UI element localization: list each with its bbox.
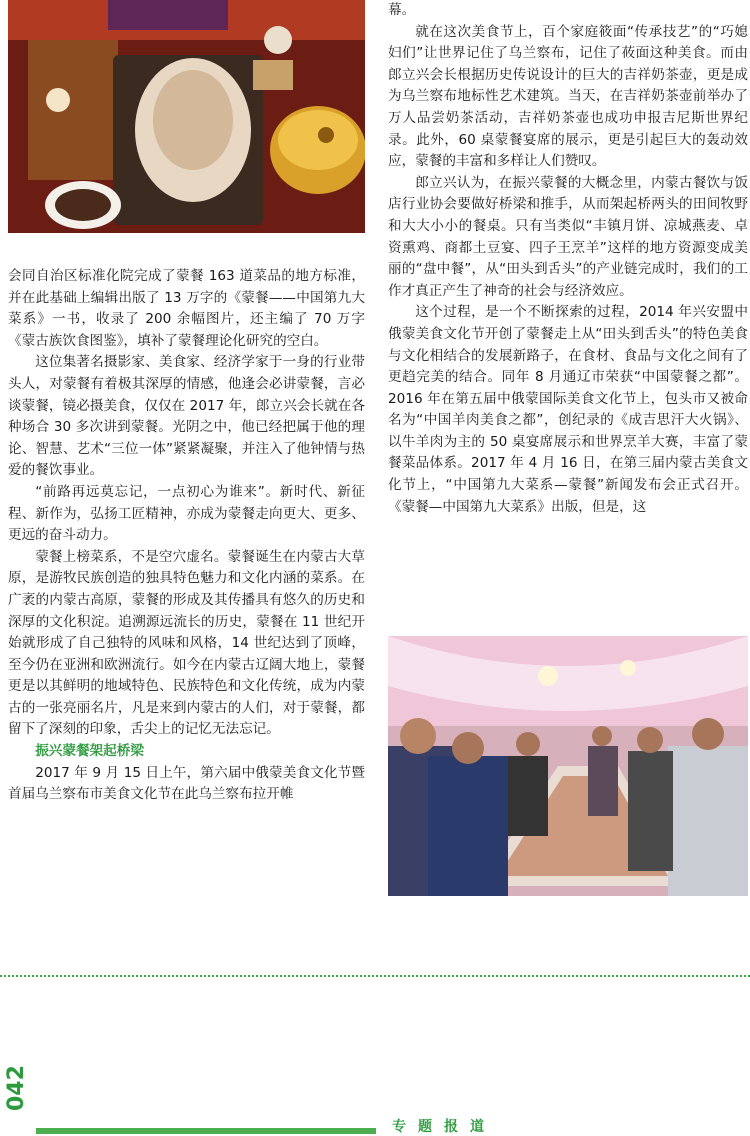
section-label: 专题报道	[392, 1119, 496, 1135]
paragraph: 蒙餐上榜菜系，不是空穴虚名。蒙餐诞生在内蒙古大草原，是游牧民族创造的独具特色魅力和文化内涵的菜系。在广袤的内蒙古高原，蒙餐的形成及其传播具有悠久的历史和深厚的文化积淀。追溯源远流长的历史，蒙餐在 11 世纪开始就形成了自己独特的风味和风格，14 世纪达到了顶峰，至今仍在亚洲和欧洲流行。如今在内蒙古辽阔大地上，蒙餐更是以其鲜明的地域特色、民族特色和文化传统，成为内蒙古的一张亮丽名片，凡是来到内蒙古的人们，对于蒙餐，都留下了深刻的印象，舌尖上的记忆无法忘记。	[8, 548, 365, 738]
paragraph-continuation: 幕。	[388, 2, 416, 18]
paragraph: 会同自治区标准化院完成了蒙餐 163 道菜品的地方标准，并在此基础上编辑出版了 13 万字的《蒙餐——中国第九大菜系》一书，收录了 200 余幅图片，还主编了 70 万字《蒙古族饮食图鉴》，填补了蒙餐理论化研究的空白。	[8, 268, 365, 349]
paragraph: 这位集著名摄影家、美食家、经济学家于一身的行业带头人，对蒙餐有着极其深厚的情感，他逢会必讲蒙餐，言必谈蒙餐，镜必摄美食，仅仅在 2017 年，郎立兴会长就在各种场合 30 多次讲到蒙餐。光阴之中，他已经把属于他的理论、智慧、艺术“三位一体”紧紧凝聚，并注入了他钟情与热爱的餐饮事业。	[8, 354, 365, 479]
left-text-column	[8, 266, 365, 806]
section-subheading: 振兴蒙餐架起桥梁	[35, 743, 144, 760]
footer-green-bar	[36, 1128, 376, 1134]
banquet-photo-illustration	[388, 636, 748, 896]
paragraph: 这个过程，是一个不断探索的过程，2014 年兴安盟中俄蒙美食文化节开创了蒙餐走上从“田头到舌头”的特色美食与文化相结合的发展新路子，在食材、食品与文化之间有了更趋完美的结合。同年 8 月通辽市荣获“中国蒙餐之都”。2016 年在第五届中俄蒙国际美食文化节上，包头市又被命名为“中国羊肉美食之都”，创纪录的《成吉思汗大火锅》、以牛羊肉为主的 50 桌宴席展示和世界烹羊大赛，丰富了蒙餐菜品体系。2017 年 4 月 16 日，在第三届内蒙古美食文化节上，“中国第九大菜系—蒙餐”新闻发布会正式召开。《蒙餐—中国第九大菜系》出版，但是，这	[388, 304, 748, 515]
feast-photo	[8, 0, 365, 233]
right-text-column	[388, 0, 748, 518]
paragraph: “前路再远莫忘记，一点初心为谁来”。新时代、新征程、新作为，弘扬工匠精神，亦成为蒙餐走向更大、更多、更远的奋斗动力。	[8, 483, 365, 544]
banquet-photo	[388, 636, 748, 896]
feast-photo-illustration	[8, 0, 365, 233]
paragraph: 就在这次美食节上，百个家庭筱面“传承技艺”的“巧媳妇们”让世界记住了乌兰察布，记住了莜面这种美食。而由郎立兴会长根据历史传说设计的巨大的吉祥奶茶壶，更是成为乌兰察布地标性艺术建筑。当天，在吉祥奶茶壶前举办了万人品尝奶茶活动，吉祥奶茶壶也成功申报吉尼斯世界纪录。此外，60 桌蒙餐宴席的展示，更是引起巨大的轰动效应，蒙餐的丰富和多样让人们赞叹。	[388, 23, 748, 170]
paragraph: 2017 年 9 月 15 日上午，第六届中俄蒙美食文化节暨首届乌兰察布市美食文化节在此乌兰察布拉开帷	[8, 764, 365, 803]
footer-divider	[0, 975, 750, 977]
page-number: 042	[4, 1065, 29, 1111]
paragraph: 郎立兴认为，在振兴蒙餐的大概念里，内蒙古餐饮与饭店行业协会要做好桥梁和推手，从而架起桥两头的田间牧野和大大小小的餐桌。只有当类似“丰镇月饼、凉城燕麦、卓资熏鸡、商都土豆宴、四子王烹羊”这样的地方资源变成美丽的“盘中餐”，从“田头到舌头”的产业链完成时，我们的工作才真正产生了神奇的社会与经济效应。	[388, 174, 748, 299]
